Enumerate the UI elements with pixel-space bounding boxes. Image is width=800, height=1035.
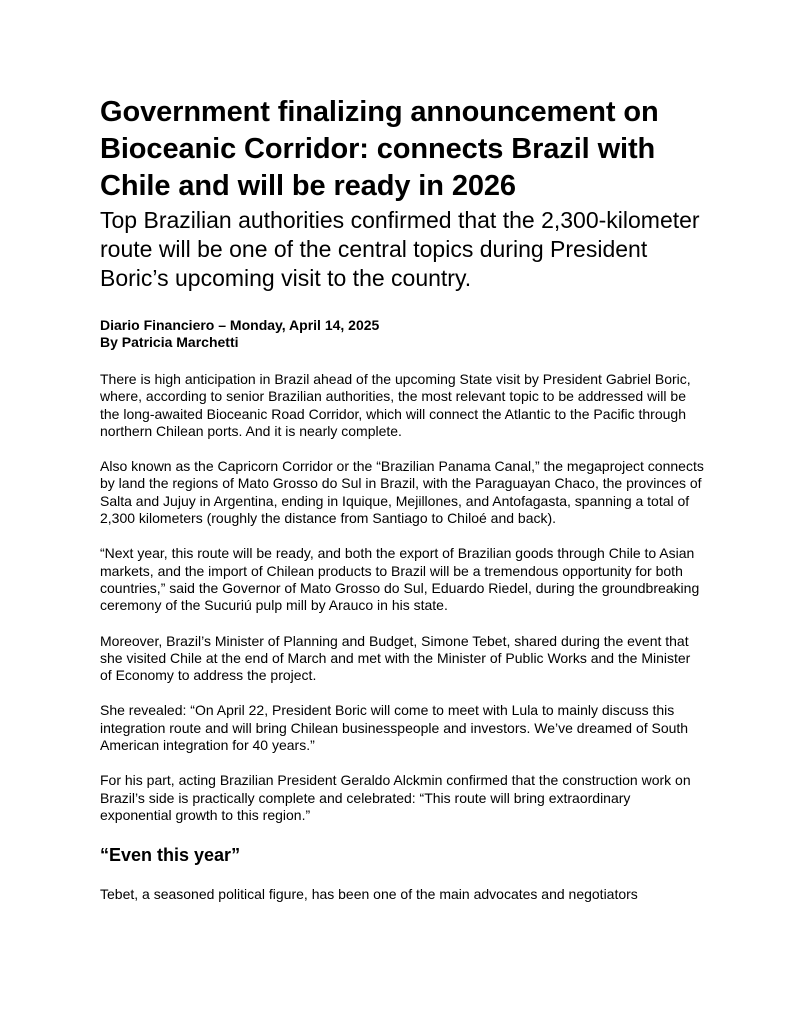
source-line: Diario Financiero – Monday, April 14, 2025 (100, 317, 380, 333)
byline: By Patricia Marchetti (100, 334, 239, 350)
article-meta (100, 317, 705, 351)
body-paragraph-1: There is high anticipation in Brazil ahead of the upcoming State visit by President Gabriel Boric, where, according to senior Brazilian authorities, the most relevant topic to be addressed will be the long-awaited Bioceanic Road Corridor, which will connect the Atlantic to the Pacific through northern Chilean ports. And it is nearly complete. (100, 371, 691, 439)
body-paragraph-5: She revealed: “On April 22, President Boric will come to meet with Lula to mainly discuss this integration route and will bring Chilean businesspeople and investors. We’ve dreamed of South American integration for 40 years.” (100, 702, 689, 754)
article-body (100, 371, 705, 904)
article-subheadline: Top Brazilian authorities confirmed that the 2,300-kilometer route will be one of the central topics during President Boric’s upcoming visit to the country. (100, 207, 700, 291)
section-heading: “Even this year” (100, 845, 241, 866)
body-paragraph-3: “Next year, this route will be ready, and both the export of Brazilian goods through Chile to Asian markets, and the import of Chilean products to Brazil will be a tremendous opportunity for both countries,” said the Governor of Mato Grosso do Sul, Eduardo Riedel, during the groundbreaking ceremony of the Sucuriú pulp mill by Arauco in his state. (100, 545, 700, 614)
article-headline: Government finalizing announcement on Bioceanic Corridor: connects Brazil with Chile and will be ready in 2026 (100, 96, 659, 202)
body-paragraph-6: For his part, acting Brazilian President Geraldo Alckmin confirmed that the construction work on Brazil’s side is practically complete and celebrated: “This route will bring extraordinary exponential growth to this region.” (100, 772, 691, 823)
section-paragraph-1: Tebet, a seasoned political figure, has been one of the main advocates and negotiators (100, 886, 638, 903)
body-paragraph-2: Also known as the Capricorn Corridor or the “Brazilian Panama Canal,” the megaproject connects by land the regions of Mato Grosso do Sul in Brazil, with the Paraguayan Chaco, the provinces of Salta and Jujuy in Argentina, ending in Iquique, Mejillones, and Antofagasta, spanning a total of 2,300 kilometers (roughly the distance from Santiago to Chiloé and back). (100, 458, 704, 527)
article-page (100, 94, 705, 922)
body-paragraph-4: Moreover, Brazil’s Minister of Planning and Budget, Simone Tebet, shared during the event that she visited Chile at the end of March and met with the Minister of Public Works and the Minister of Economy to address the project. (100, 632, 691, 684)
